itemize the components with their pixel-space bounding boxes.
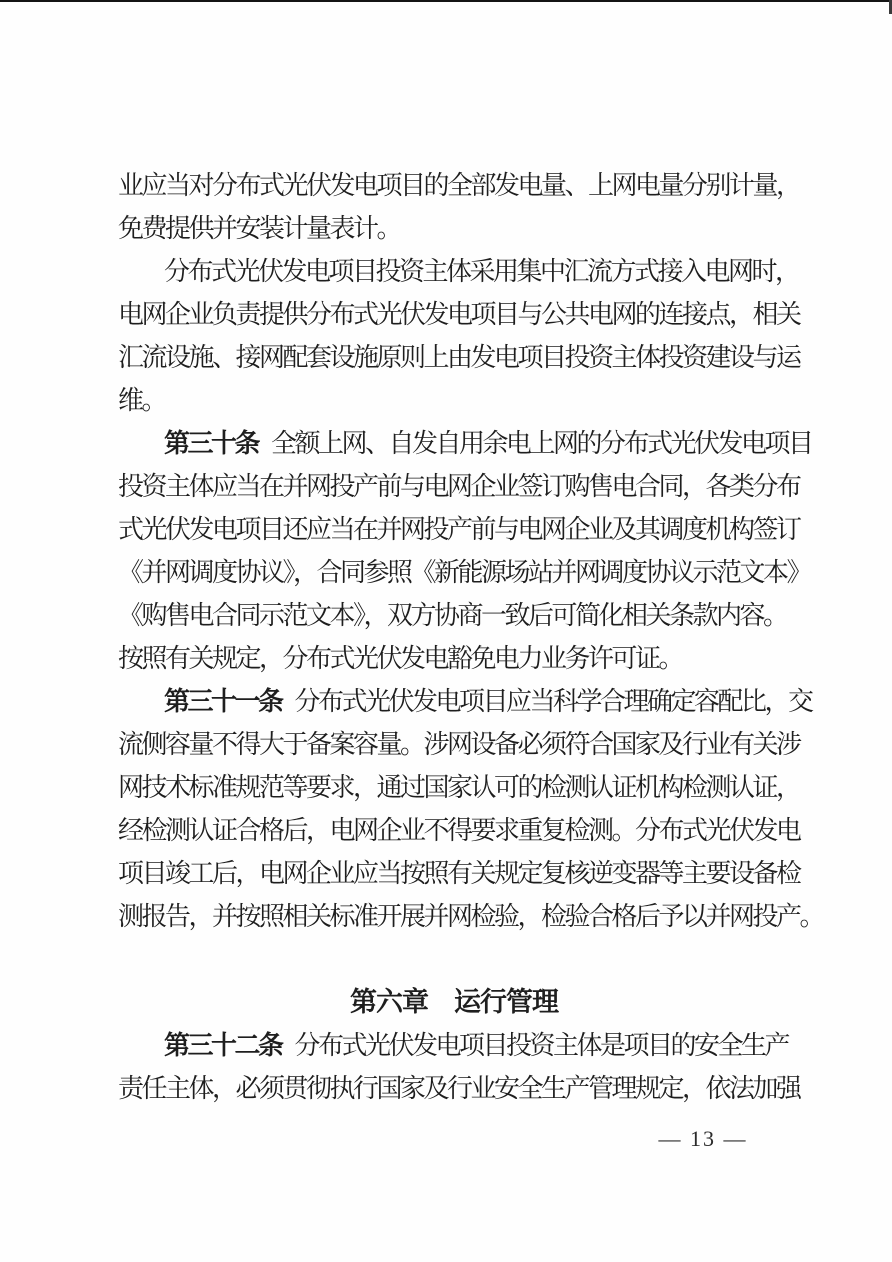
text-line: 按照有关规定，分布式光伏发电豁免电力业务许可证。: [118, 644, 683, 673]
text-line: 业应当对分布式光伏发电项目的全部发电量、上网电量分别计量，: [118, 171, 800, 200]
blank-line: [118, 938, 790, 981]
text-line: 汇流设施、接网配套设施原则上由发电项目投资主体投资建设与运: [118, 343, 800, 372]
chapter-title: 运行管理: [454, 987, 558, 1017]
text-line: 免费提供并安装计量表计。: [118, 214, 401, 243]
article-line: [118, 1024, 790, 1067]
text-line: 《并网调度协议》，合同参照《新能源场站并网调度协议示范文本》: [118, 558, 811, 587]
scan-top-edge-artifact: [0, 0, 892, 2]
article-number-30: 第三十条: [164, 429, 259, 458]
article-text: 分布式光伏发电项目投资主体是项目的安全生产: [294, 1031, 789, 1060]
text-line: 责任主体，必须贯彻执行国家及行业安全生产管理规定，依法加强: [118, 1074, 800, 1103]
text-line: 电网企业负责提供分布式光伏发电项目与公共电网的连接点，相关: [118, 300, 800, 329]
text-line: 项目竣工后，电网企业应当按照有关规定复核逆变器等主要设备检: [118, 859, 800, 888]
text-line: 网技术标准规范等要求，通过国家认可的检测认证机构检测认证，: [118, 773, 800, 802]
text-line: 《购售电合同示范文本》，双方协商一致后可简化相关条款内容。: [118, 601, 787, 630]
text-line: 测报告，并按照相关标准开展并网检验，检验合格后予以并网投产。: [118, 902, 824, 931]
text-line: 经检测认证合格后，电网企业不得要求重复检测。分布式光伏发电: [118, 816, 800, 845]
article-text: 分布式光伏发电项目应当科学合理确定容配比，交: [294, 687, 812, 716]
chapter-number: 第六章: [350, 987, 428, 1017]
article-text: 全额上网、自发自用余电上网的分布式光伏发电项目: [271, 429, 812, 458]
page-number: — 13 —: [658, 1126, 748, 1151]
text-line: 式光伏发电项目还应当在并网投产前与电网企业及其调度机构签订: [118, 515, 800, 544]
article-number-32: 第三十二条: [164, 1031, 282, 1060]
text-line: 投资主体应当在并网投产前与电网企业签订购售电合同，各类分布: [118, 472, 800, 501]
document-body: [118, 164, 824, 1110]
article-number-31: 第三十一条: [164, 687, 282, 716]
article-line: [118, 680, 812, 723]
text-line: 流侧容量不得大于备案容量。涉网设备必须符合国家及行业有关涉: [118, 730, 800, 759]
chapter-heading: [118, 981, 790, 1024]
text-line: 分布式光伏发电项目投资主体采用集中汇流方式接入电网时，: [164, 257, 799, 286]
article-line: [118, 422, 812, 465]
text-line: 维。: [118, 386, 166, 415]
